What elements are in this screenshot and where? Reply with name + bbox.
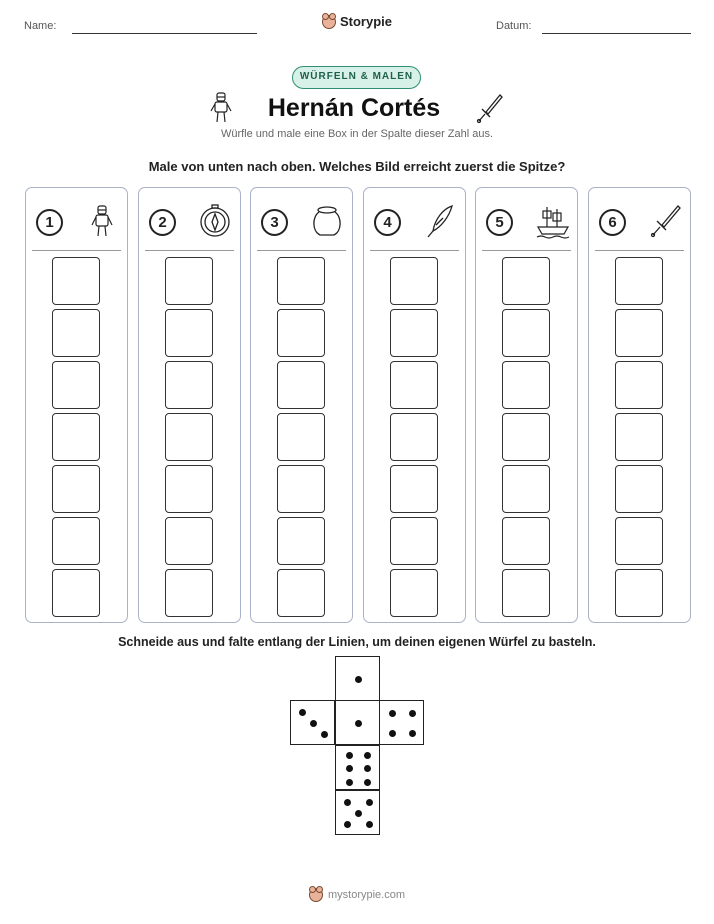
- dice-column-3: [250, 187, 353, 623]
- dice-pip: [366, 821, 373, 828]
- color-box[interactable]: [277, 361, 325, 409]
- cut-instruction: Schneide aus und falte entlang der Linien, um deinen eigenen Würfel zu basteln.: [118, 635, 596, 649]
- color-box[interactable]: [165, 257, 213, 305]
- color-box[interactable]: [52, 517, 100, 565]
- color-box[interactable]: [502, 257, 550, 305]
- column-number: 5: [486, 209, 513, 236]
- column-number: 6: [599, 209, 626, 236]
- footer-url: mystorypie.com: [327, 889, 406, 901]
- dice-pip: [346, 752, 353, 759]
- color-box[interactable]: [390, 413, 438, 461]
- color-box[interactable]: [390, 257, 438, 305]
- dice-column-2: [138, 187, 241, 623]
- dice-face-1: [335, 700, 380, 745]
- color-box[interactable]: [165, 517, 213, 565]
- color-box[interactable]: [277, 413, 325, 461]
- color-box[interactable]: [165, 569, 213, 617]
- color-box[interactable]: [52, 361, 100, 409]
- brand-logo: [0, 14, 714, 34]
- dice-pip: [299, 709, 306, 716]
- color-box[interactable]: [390, 569, 438, 617]
- color-box[interactable]: [615, 465, 663, 513]
- sword-icon: [476, 92, 504, 124]
- dice-face-4: [379, 700, 424, 745]
- dice-face-5: [335, 790, 380, 835]
- color-box[interactable]: [615, 309, 663, 357]
- column-divider: [145, 250, 234, 251]
- dice-face-1: [335, 656, 380, 701]
- dice-pip: [355, 720, 362, 727]
- color-box[interactable]: [165, 361, 213, 409]
- dice-pip: [344, 821, 351, 828]
- ship-icon: [535, 203, 571, 241]
- color-box[interactable]: [277, 257, 325, 305]
- dice-pip: [355, 810, 362, 817]
- dice-pip: [321, 731, 328, 738]
- color-box[interactable]: [390, 465, 438, 513]
- color-box[interactable]: [165, 309, 213, 357]
- color-box[interactable]: [502, 465, 550, 513]
- color-box[interactable]: [615, 257, 663, 305]
- color-box[interactable]: [52, 257, 100, 305]
- dice-column-4: [363, 187, 466, 623]
- page-title: Hernán Cortés: [267, 93, 441, 122]
- dice-pip: [310, 720, 317, 727]
- dice-pip: [409, 710, 416, 717]
- color-box[interactable]: [390, 361, 438, 409]
- color-box[interactable]: [390, 517, 438, 565]
- dice-pip: [364, 752, 371, 759]
- dice-pip: [364, 765, 371, 772]
- game-instruction: Male von unten nach oben. Welches Bild erreicht zuerst die Spitze?: [148, 159, 566, 174]
- color-box[interactable]: [165, 413, 213, 461]
- color-box[interactable]: [615, 517, 663, 565]
- column-number: 1: [36, 209, 63, 236]
- color-box[interactable]: [277, 569, 325, 617]
- dice-pip: [346, 779, 353, 786]
- color-box[interactable]: [390, 309, 438, 357]
- column-number: 3: [261, 209, 288, 236]
- color-box[interactable]: [277, 465, 325, 513]
- dice-pip: [366, 799, 373, 806]
- quill-icon: [423, 203, 459, 241]
- color-box[interactable]: [502, 569, 550, 617]
- date-label: Datum:: [496, 20, 532, 32]
- color-box[interactable]: [165, 465, 213, 513]
- name-label: Name:: [24, 20, 57, 32]
- dice-pip: [355, 676, 362, 683]
- dice-pip: [409, 730, 416, 737]
- pot-icon: [310, 203, 346, 241]
- color-box[interactable]: [502, 517, 550, 565]
- column-divider: [370, 250, 459, 251]
- color-box[interactable]: [52, 413, 100, 461]
- dice-column-6: [588, 187, 691, 623]
- column-divider: [32, 250, 121, 251]
- dice-column-5: [475, 187, 578, 623]
- activity-badge: WÜRFELN & MALEN: [292, 66, 421, 89]
- color-box[interactable]: [502, 413, 550, 461]
- color-box[interactable]: [52, 569, 100, 617]
- color-box[interactable]: [615, 569, 663, 617]
- dice-column-1: [25, 187, 128, 623]
- dice-pip: [346, 765, 353, 772]
- color-box[interactable]: [277, 517, 325, 565]
- column-divider: [482, 250, 571, 251]
- dice-pip: [364, 779, 371, 786]
- column-divider: [257, 250, 346, 251]
- dice-face-3: [290, 700, 335, 745]
- color-box[interactable]: [615, 361, 663, 409]
- color-box[interactable]: [52, 465, 100, 513]
- knight-icon: [210, 92, 232, 124]
- bear-logo-icon: [322, 15, 336, 29]
- dice-pip: [344, 799, 351, 806]
- dice-face-6: [335, 745, 380, 790]
- footer: [0, 888, 714, 907]
- column-number: 2: [149, 209, 176, 236]
- brand-name: Storypie: [339, 14, 392, 29]
- bear-logo-icon: [309, 888, 323, 902]
- dice-pip: [389, 710, 396, 717]
- sword-icon: [648, 203, 684, 241]
- column-divider: [595, 250, 684, 251]
- color-box[interactable]: [502, 309, 550, 357]
- color-box[interactable]: [52, 309, 100, 357]
- column-number: 4: [374, 209, 401, 236]
- compass-icon: [198, 203, 234, 241]
- page-subtitle: Würfle und male eine Box in der Spalte dieser Zahl aus.: [220, 128, 494, 140]
- knight-icon: [85, 203, 121, 241]
- color-box[interactable]: [615, 413, 663, 461]
- date-line[interactable]: [542, 33, 691, 34]
- color-box[interactable]: [277, 309, 325, 357]
- dice-pip: [389, 730, 396, 737]
- color-box[interactable]: [502, 361, 550, 409]
